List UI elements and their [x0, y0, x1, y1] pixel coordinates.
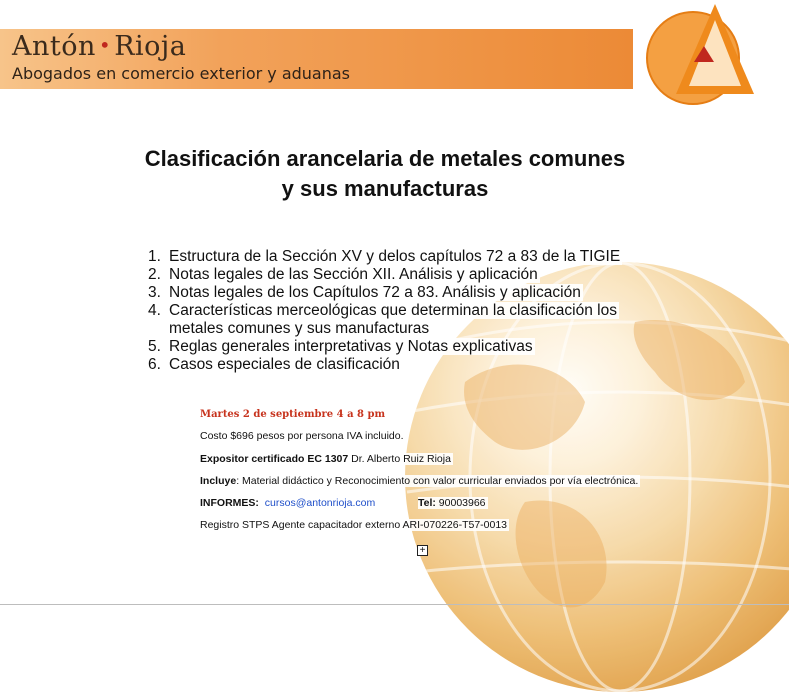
speaker-name: Dr. Alberto Ruiz Rioja: [348, 453, 451, 465]
list-item-number: 1.: [148, 248, 161, 265]
list-item-text: Características merceológicas que determinan la clasificación los: [169, 302, 617, 319]
triangle-in-circle-logo-icon: [638, 0, 756, 108]
page-title: [80, 144, 690, 204]
list-item-text: Notas legales de los Capítulos 72 a 83. Análisis y aplicación: [169, 284, 581, 301]
list-item: [148, 302, 622, 338]
event-speaker: [200, 453, 453, 465]
list-item: [148, 248, 622, 266]
brand-name: [12, 31, 186, 62]
email-link[interactable]: cursos@antonrioja.com: [264, 497, 376, 509]
list-item: [148, 338, 622, 356]
brand-name-dot: •: [98, 33, 112, 57]
page-title-line-1: Clasificación arancelaria de metales comunes: [144, 146, 626, 171]
informes-label: INFORMES:: [200, 497, 259, 509]
includes-text: : Material didáctico y Reconocimiento con valor curricular enviados por vía electrónica.: [236, 475, 639, 487]
event-cost: [200, 430, 406, 442]
page-title-line-2: y sus manufacturas: [281, 176, 489, 201]
speaker-label: Expositor certificado EC 1307: [200, 453, 349, 465]
list-item: [148, 356, 622, 374]
list-item: [148, 266, 622, 284]
event-registry: [200, 519, 509, 531]
bottom-divider: [0, 604, 789, 605]
tel-number: 90003966: [435, 497, 486, 509]
brand-name-second: Rioja: [114, 31, 187, 62]
list-item-text-continued: metales comunes y sus manufacturas: [169, 320, 430, 337]
event-cost-text: Costo $696 pesos por persona IVA incluido.: [200, 430, 404, 442]
event-date-text: Martes 2 de septiembre 4 a 8 pm: [200, 409, 386, 420]
list-item-number: 6.: [148, 356, 161, 373]
event-date: [200, 408, 387, 420]
includes-label: Incluye: [200, 475, 237, 487]
list-item-number: 3.: [148, 284, 161, 301]
brand-tagline: Abogados en comercio exterior y aduanas: [12, 64, 351, 83]
registry-text: Registro STPS Agente capacitador externo ARI-070226-T57-0013: [200, 519, 508, 531]
list-item-number: 2.: [148, 266, 161, 283]
topics-list: [148, 248, 622, 374]
tel-label: Tel:: [418, 497, 436, 509]
list-item-text: Casos especiales de clasificación: [169, 356, 400, 373]
list-item: [148, 284, 622, 302]
plus-box-icon[interactable]: +: [417, 545, 428, 556]
list-item-text: Notas legales de las Sección XII. Análisis y aplicación: [169, 266, 538, 283]
list-item-number: 5.: [148, 338, 161, 355]
list-item-text: Reglas generales interpretativas y Notas explicativas: [169, 338, 533, 355]
event-contact: [200, 497, 486, 509]
event-includes: [200, 475, 640, 487]
list-item-text: Estructura de la Sección XV y delos capítulos 72 a 83 de la TIGIE: [169, 248, 621, 265]
brand-name-first: Antón: [12, 31, 96, 62]
list-item-number: 4.: [148, 302, 161, 319]
